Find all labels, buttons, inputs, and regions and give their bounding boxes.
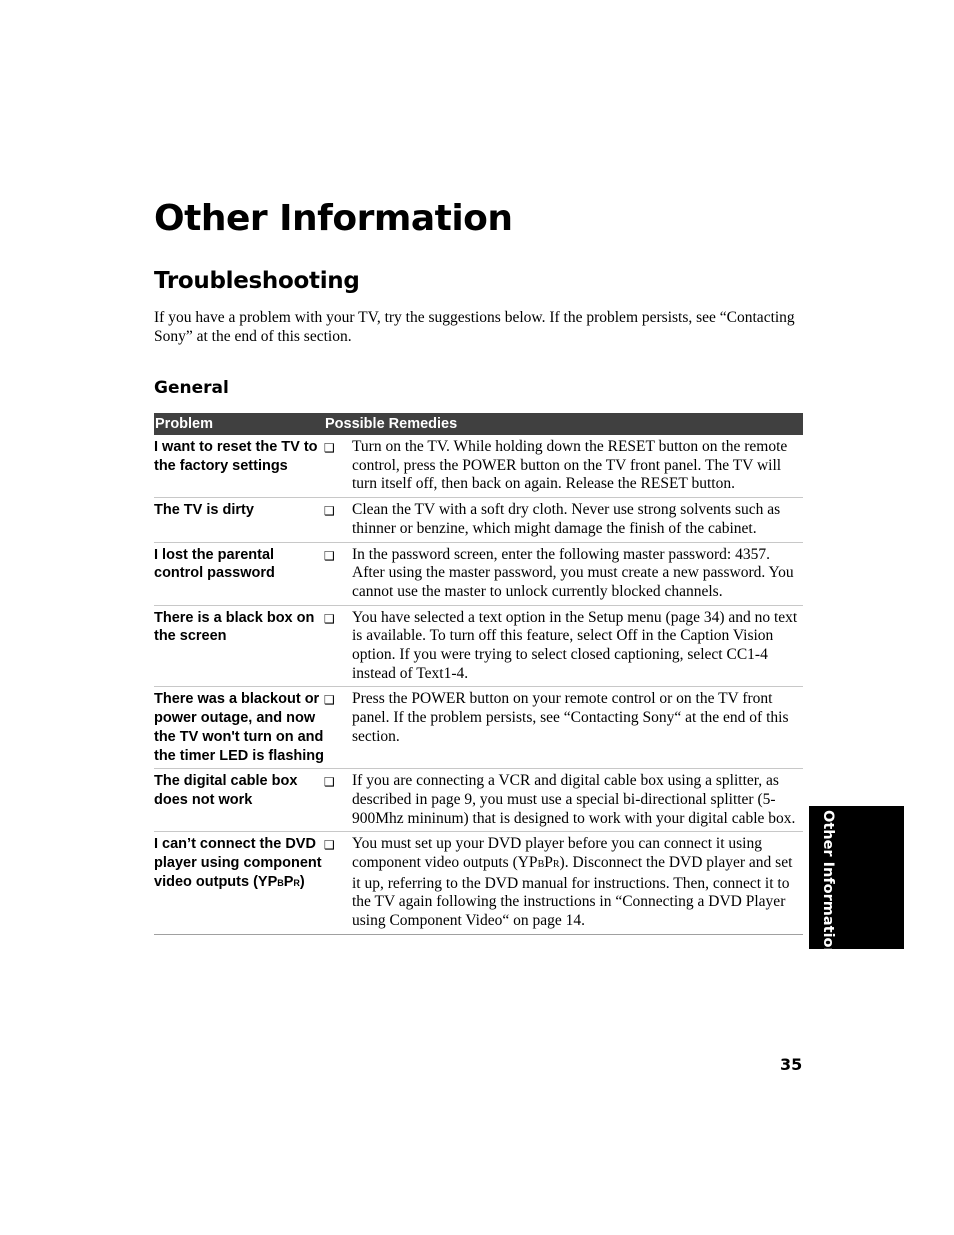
table-row [154,832,803,935]
problem-cell: There is a black box on the screen [154,609,315,645]
header-problem: Problem [155,416,214,432]
page-number: 35 [780,1055,803,1074]
subsection-heading: General [154,378,229,398]
checkbox-bullet-icon: ❑ [324,693,335,708]
remedy-cell: Clean the TV with a soft dry cloth. Never use strong solvents such as thinner or benzine, which might damage the finish of the cabinet. [352,501,781,537]
table-row [154,435,803,498]
problem-cell: The digital cable box does not work [154,773,298,808]
table-header [154,413,803,435]
remedy-cell: In the password screen, enter the following master password: 4357. After using the master password, you must create a new password. You cannot use the master to unlock currently blocked channels. [352,545,794,600]
problem-cell: The TV is dirty [154,502,254,519]
remedy-text-end: ). Disconnect the DVD player and set it up, referring to the DVD manual for instructions. Then, connect it to the TV again following the instructions in “Connecting a DVD Player using Component Video“ on page 14. [352,854,793,930]
subscript-r: R [552,859,560,871]
troubleshooting-table [154,413,803,935]
problem-text-p: P [283,873,294,890]
page-title: Other Information [154,198,513,239]
problem-text-end: ) [299,873,305,890]
remedy-text-p: P [544,854,553,872]
checkbox-bullet-icon: ❑ [324,838,335,853]
remedy-cell: If you are connecting a VCR and digital cable box using a splitter, as described in page 9, you must use a special bi-directional splitter (5-900Mhz mininum) that is designed to work with your digital cable box. [352,772,796,827]
table-row [154,687,803,769]
remedy-text: You must set up your DVD player before you can connect it using component video outputs (YP [352,835,762,872]
table-row [154,606,803,688]
intro-paragraph: If you have a problem with your TV, try the suggestions below. If the problem persists, see “Contacting Sony” at the end of this section. [154,309,795,345]
problem-cell: There was a blackout or power outage, and now the TV won't turn on and the timer LED is flashing [154,691,324,764]
problem-cell: I lost the parental control password [154,546,275,582]
section-heading: Troubleshooting [154,268,360,294]
table-row [154,769,803,832]
subscript-b: B [277,877,284,888]
subscript-r: R [293,877,300,888]
table-row [154,543,803,606]
checkbox-bullet-icon: ❑ [324,504,335,519]
problem-cell: I want to reset the TV to the factory settings [154,439,318,474]
checkbox-bullet-icon: ❑ [324,548,335,563]
remedy-cell: Press the POWER button on your remote control or on the TV front panel. If the problem persists, see “Contacting Sony“ at the end of this section. [352,690,789,745]
problem-text: I can’t connect the DVD player using component video outputs (YP [154,836,322,890]
remedy-cell [352,835,803,931]
checkbox-bullet-icon: ❑ [324,441,335,455]
remedy-cell: You have selected a text option in the Setup menu (page 34) and no text is available. To turn off this feature, select Off in the Caption Vision option. If you were trying to select closed captioning, select CC1-4 instead of Text1-4. [352,608,798,682]
checkbox-bullet-icon: ❑ [324,775,335,790]
header-remedies: Possible Remedies [325,416,458,432]
table-row [154,498,803,542]
remedy-cell: Turn on the TV. While holding down the RESET button on the remote control, press the POWER button on the TV front panel. The TV will turn itself off, then back on again. Release the RESET button. [352,438,788,493]
problem-cell [154,835,324,931]
side-tab-label: Other Information [820,810,836,958]
checkbox-bullet-icon: ❑ [324,611,335,626]
subscript-b: B [537,859,545,871]
